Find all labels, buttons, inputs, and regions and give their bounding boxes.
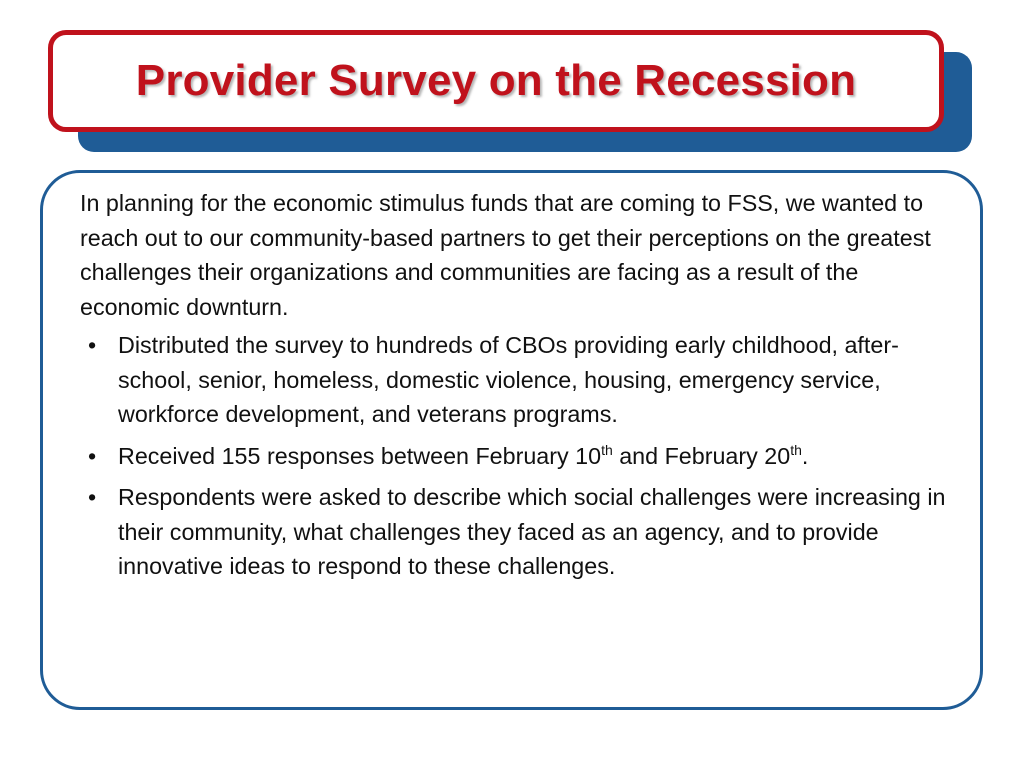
bullet-item-distribution xyxy=(80,328,960,432)
bullet-marker: • xyxy=(88,484,97,510)
bullet-text: Respondents were asked to describe which social challenges were increasing in their community, what challenges they faced as an agency, and to provide innovative ideas to respond to these challenges. xyxy=(118,484,946,579)
ordinal-suffix: th xyxy=(601,441,613,458)
bullet-text-part: . xyxy=(801,442,809,469)
title-box xyxy=(48,30,944,132)
slide-title: Provider Survey on the Recession xyxy=(135,56,857,105)
bullet-item-questions xyxy=(80,480,960,584)
bullet-list xyxy=(80,328,960,591)
intro-paragraph: In planning for the economic stimulus funds that are coming to FSS, we wanted to reach out to our community-based partners to get their perceptions on the greatest challenges their organizations and communities are facing as a result of the economic downturn. xyxy=(80,190,931,320)
ordinal-suffix: th xyxy=(790,441,802,458)
bullet-text-part: and February 20 xyxy=(612,442,791,469)
bullet-text-part: Received 155 responses between February 10 xyxy=(118,442,602,469)
bullet-marker: • xyxy=(88,442,97,469)
bullet-item-responses xyxy=(80,439,960,474)
bullet-text: Distributed the survey to hundreds of CBOs providing early childhood, after-school, senior, homeless, domestic violence, housing, emergency service, workforce development, and veterans programs. xyxy=(118,332,899,427)
bullet-marker: • xyxy=(88,332,97,358)
